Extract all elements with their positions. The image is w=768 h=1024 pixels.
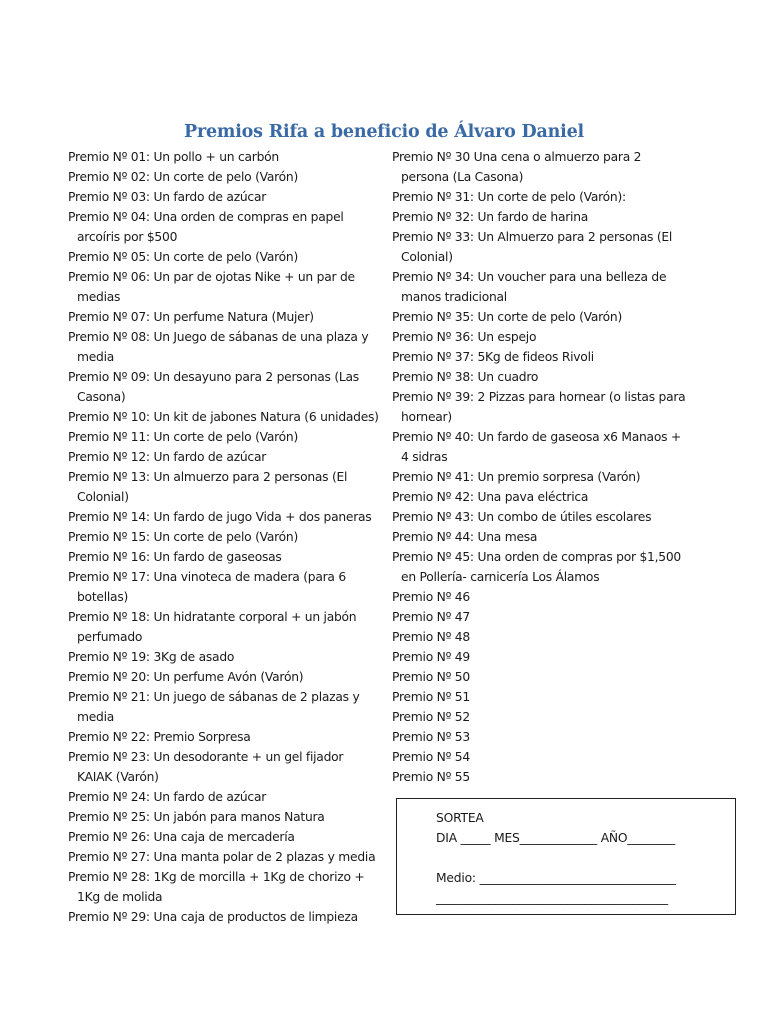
prize-item: Premio Nº 47: [392, 610, 470, 624]
prize-item: Premio Nº 23: Un desodorante + un gel fijador KAIAK (Varón): [68, 750, 344, 784]
prize-item: Premio Nº 16: Un fardo de gaseosas: [68, 550, 282, 564]
prize-item: Premio Nº 24: Un fardo de azúcar: [68, 790, 267, 804]
page-title: Premios Rifa a beneficio de Álvaro Daniel: [184, 122, 584, 142]
prize-item: Premio Nº 54: [392, 750, 470, 764]
prize-item: Premio Nº 31: Un corte de pelo (Varón):: [392, 190, 626, 204]
prize-list-right: [392, 147, 692, 787]
prize-item: Premio Nº 33: Un Almuerzo para 2 personas (El Colonial): [392, 230, 673, 264]
prize-item: Premio Nº 37: 5Kg de fideos Rivoli: [392, 350, 594, 364]
prize-item: Premio Nº 19: 3Kg de asado: [68, 650, 235, 664]
prize-item: Premio Nº 44: Una mesa: [392, 530, 538, 544]
prize-item: Premio Nº 42: Una pava eléctrica: [392, 490, 589, 504]
prize-item: Premio Nº 27: Una manta polar de 2 plazas y media: [68, 850, 376, 864]
prize-item: Premio Nº 41: Un premio sorpresa (Varón): [392, 470, 641, 484]
prize-item: Premio Nº 49: [392, 650, 470, 664]
prize-item: Premio Nº 09: Un desayuno para 2 personas (Las Casona): [68, 370, 359, 404]
prize-item: Premio Nº 35: Un corte de pelo (Varón): [392, 310, 623, 324]
prize-item: Premio Nº 13: Un almuerzo para 2 personas (El Colonial): [68, 470, 348, 504]
prize-item: Premio Nº 14: Un fardo de jugo Vida + dos paneras: [68, 510, 372, 524]
prize-item: Premio Nº 03: Un fardo de azúcar: [68, 190, 267, 204]
prize-item: Premio Nº 17: Una vinoteca de madera (para 6 botellas): [68, 570, 346, 604]
prize-list-left: [68, 147, 380, 927]
prize-item: Premio Nº 01: Un pollo + un carbón: [68, 150, 279, 164]
prize-item: Premio Nº 26: Una caja de mercadería: [68, 830, 295, 844]
prize-item: Premio Nº 52: [392, 710, 470, 724]
prize-item: Premio Nº 50: [392, 670, 470, 684]
draw-heading: SORTEA: [436, 811, 484, 825]
prize-item: Premio Nº 30 Una cena o almuerzo para 2 persona (La Casona): [392, 150, 642, 184]
prize-item: Premio Nº 08: Un Juego de sábanas de una plaza y media: [68, 330, 369, 364]
prize-item: Premio Nº 38: Un cuadro: [392, 370, 539, 384]
prize-item: Premio Nº 22: Premio Sorpresa: [68, 730, 251, 744]
prize-item: Premio Nº 32: Un fardo de harina: [392, 210, 589, 224]
draw-medio-line: Medio: _________________________________: [436, 871, 676, 885]
prize-item: Premio Nº 11: Un corte de pelo (Varón): [68, 430, 299, 444]
prize-item: Premio Nº 51: [392, 690, 470, 704]
prize-item: Premio Nº 06: Un par de ojotas Nike + un par de medias: [68, 270, 355, 304]
draw-info-box: [396, 798, 736, 915]
draw-extra-line: _______________________________________: [436, 891, 668, 905]
prize-item: Premio Nº 39: 2 Pizzas para hornear (o listas para hornear): [392, 390, 686, 424]
prize-item: Premio Nº 46: [392, 590, 470, 604]
prize-item: Premio Nº 02: Un corte de pelo (Varón): [68, 170, 299, 184]
prize-item: Premio Nº 25: Un jabón para manos Natura: [68, 810, 325, 824]
prize-item: Premio Nº 10: Un kit de jabones Natura (6 unidades): [68, 410, 379, 424]
prize-item: Premio Nº 28: 1Kg de morcilla + 1Kg de chorizo + 1Kg de molida: [68, 870, 365, 904]
prize-item: Premio Nº 34: Un voucher para una belleza de manos tradicional: [392, 270, 667, 304]
prize-item: Premio Nº 18: Un hidratante corporal + un jabón perfumado: [68, 610, 357, 644]
prize-item: Premio Nº 20: Un perfume Avón (Varón): [68, 670, 304, 684]
prize-item: Premio Nº 07: Un perfume Natura (Mujer): [68, 310, 314, 324]
prize-item: Premio Nº 21: Un juego de sábanas de 2 plazas y media: [68, 690, 360, 724]
prize-item: Premio Nº 12: Un fardo de azúcar: [68, 450, 267, 464]
prize-item: Premio Nº 05: Un corte de pelo (Varón): [68, 250, 299, 264]
prize-item: Premio Nº 36: Un espejo: [392, 330, 537, 344]
prize-item: Premio Nº 45: Una orden de compras por $1,500 en Pollería- carnicería Los Álamos: [392, 550, 681, 584]
prize-item: Premio Nº 04: Una orden de compras en papel arcoíris por $500: [68, 210, 344, 244]
prize-item: Premio Nº 48: [392, 630, 470, 644]
prize-item: Premio Nº 15: Un corte de pelo (Varón): [68, 530, 299, 544]
draw-date-line: DIA _____ MES_____________ AÑO________: [436, 831, 675, 845]
prize-item: Premio Nº 53: [392, 730, 470, 744]
prize-item: Premio Nº 40: Un fardo de gaseosa x6 Manaos + 4 sidras: [392, 430, 681, 464]
prize-item: Premio Nº 55: [392, 770, 470, 784]
prize-item: Premio Nº 29: Una caja de productos de limpieza: [68, 910, 358, 924]
prize-item: Premio Nº 43: Un combo de útiles escolares: [392, 510, 652, 524]
